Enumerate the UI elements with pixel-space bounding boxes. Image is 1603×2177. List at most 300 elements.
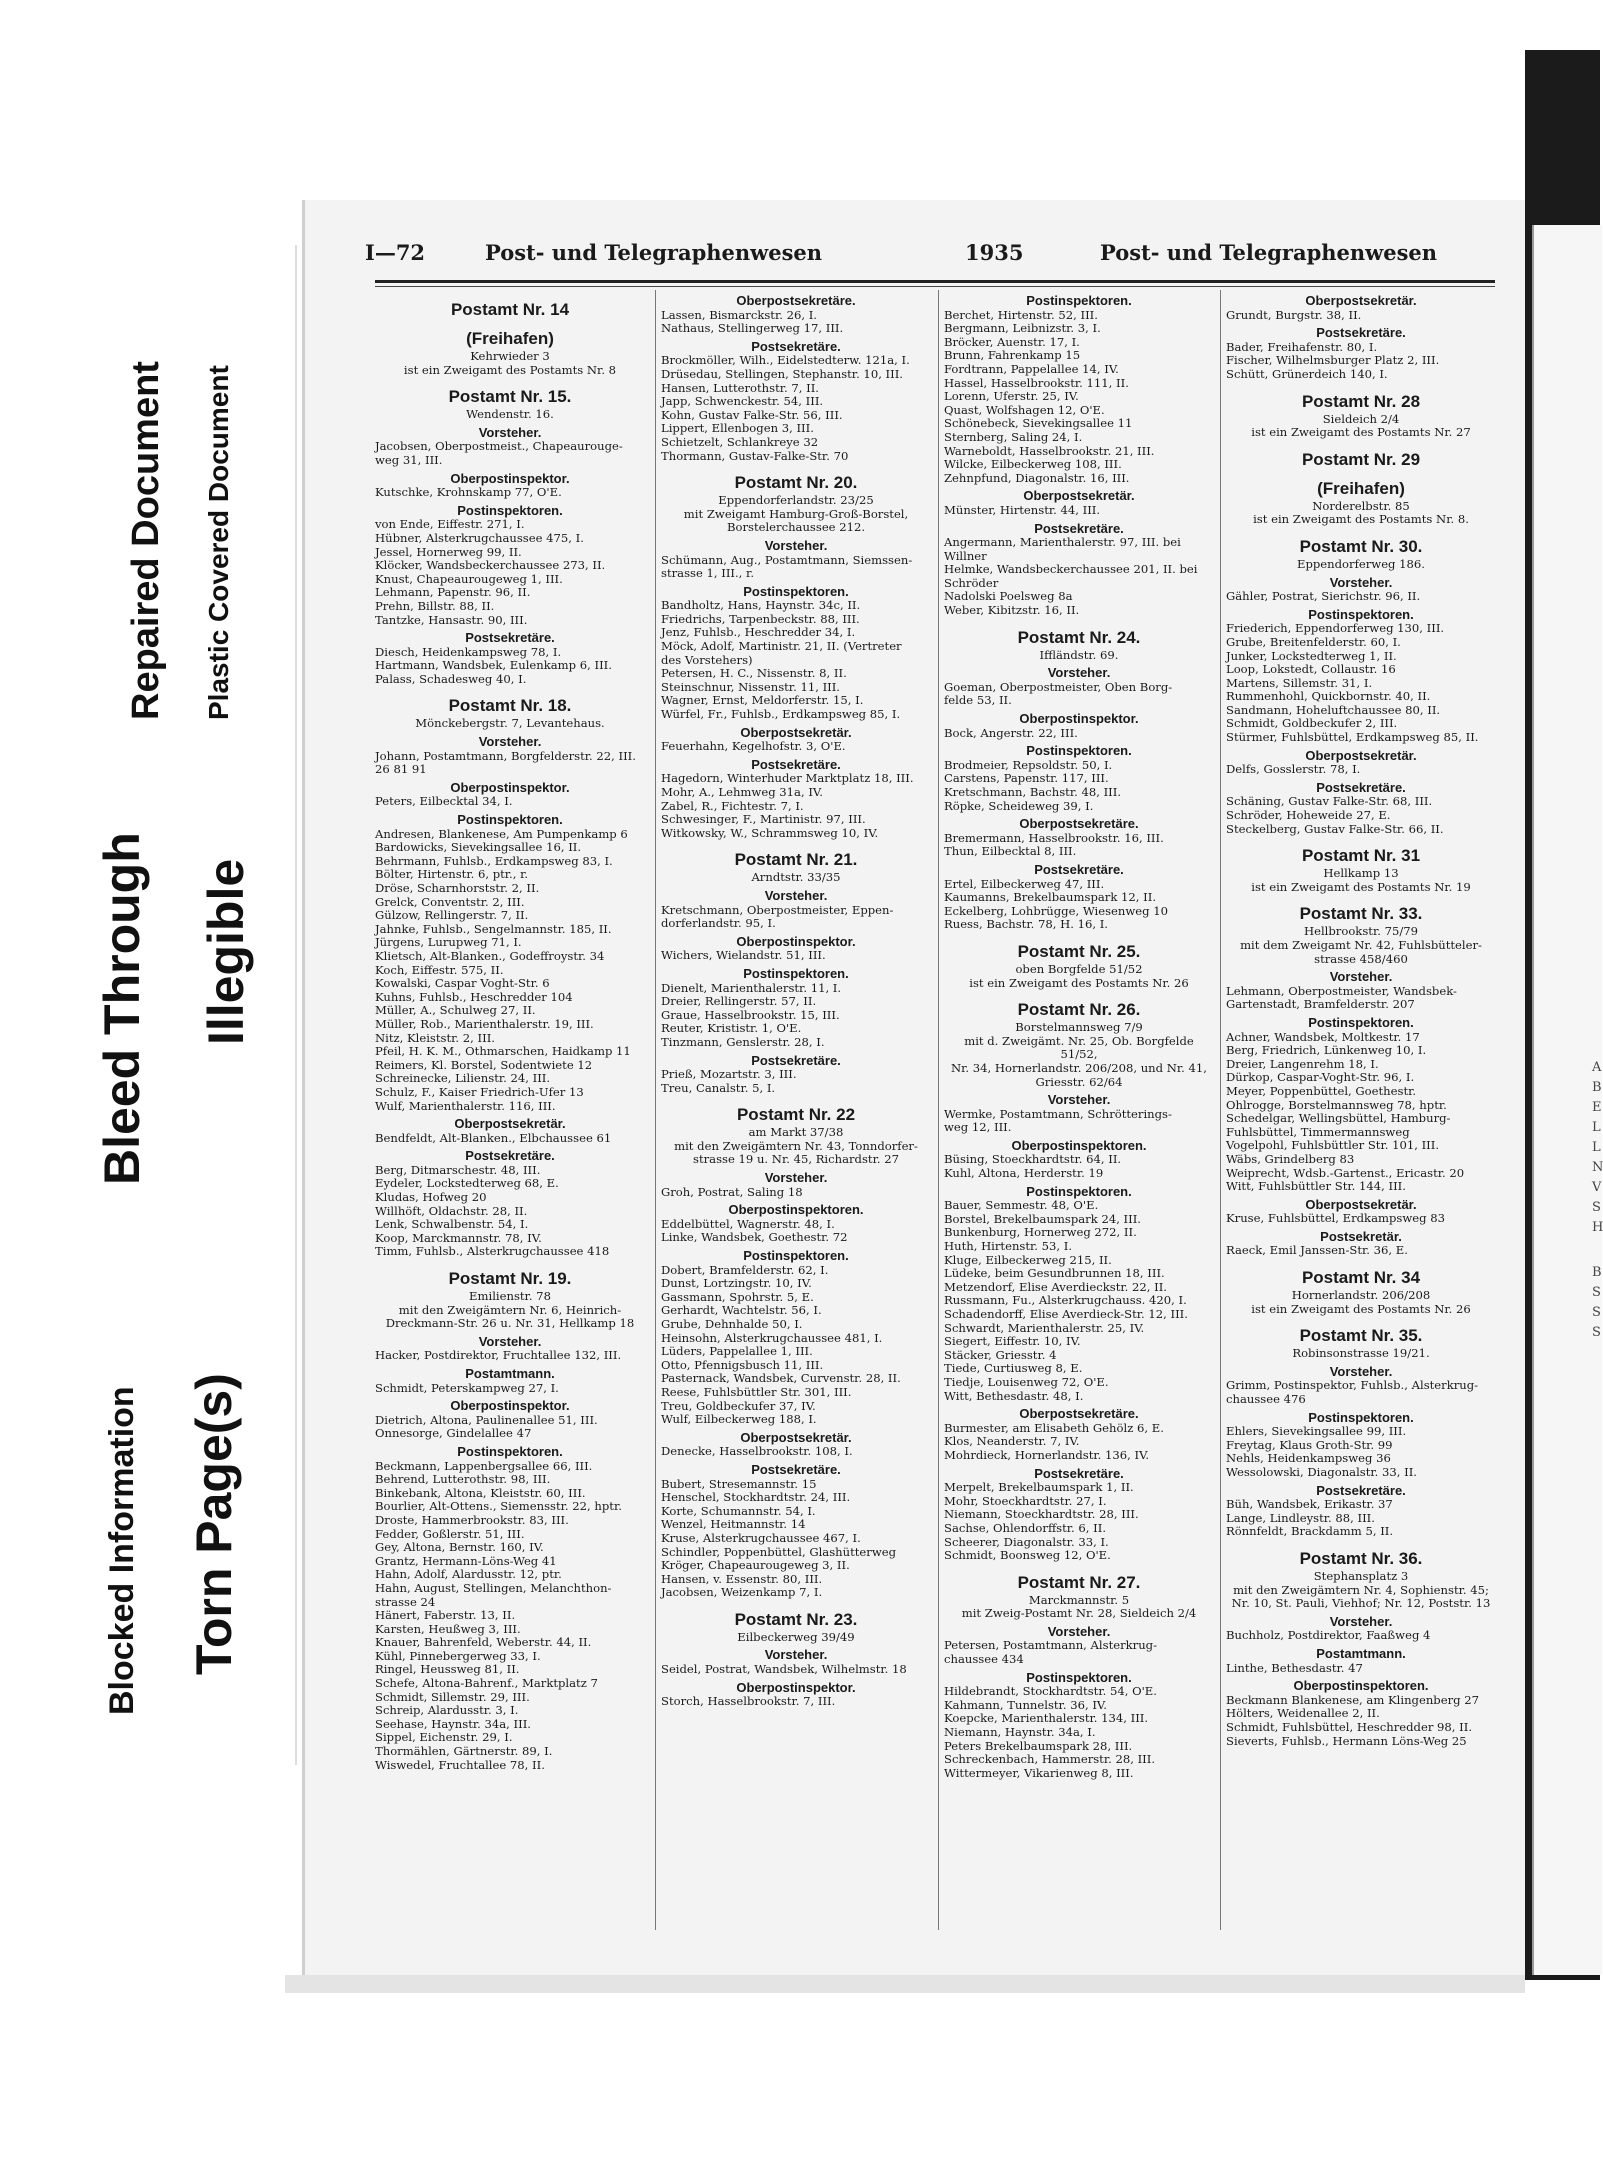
directory-entry: Koop, Marckmannstr. 78, IV. [375,1230,542,1245]
directory-entry: Tinzmann, Genslerstr. 28, I. [661,1034,825,1049]
directory-entry: Kröger, Chapeaurougeweg 3, II. [661,1558,850,1573]
postamt-heading: (Freihafen) [1317,478,1405,498]
directory-entry: Grantz, Hermann-Löns-Weg 41 [375,1553,557,1568]
address-line: Norderelbstr. 85 [1312,498,1410,513]
directory-entry: Weber, Kibitzstr. 16, II. [944,603,1080,618]
directory-entry: Steckelberg, Gustav Falke-Str. 66, II. [1226,821,1444,836]
directory-entry: Helmke, Wandsbeckerchaussee 201, II. bei [944,562,1198,577]
directory-entry: Beckmann Blankenese, am Klingenberg 27 [1226,1692,1479,1707]
directory-entry: Bader, Freihafenstr. 80, I. [1226,339,1378,354]
directory-entry: Jacobsen, Oberpostmeist., Chapeaurouge- [375,439,623,454]
address-line: mit den Zweigämtern Nr. 43, Tonndorfer- [674,1138,918,1153]
directory-entry: Lippert, Ellenbogen 3, III. [661,421,814,436]
postamt-heading: Postamt Nr. 21. [734,850,858,870]
edge-letter: S [1592,1200,1601,1215]
directory-entry: Schröder [944,575,999,590]
directory-entry: Diesch, Heidenkampsweg 78, I. [375,644,562,659]
edge-letter: E [1592,1100,1602,1115]
directory-entry: Gerhardt, Wachtelstr. 56, I. [661,1303,822,1318]
header-year: 1935 [965,240,1024,265]
directory-entry: Gey, Altona, Bernstr. 160, IV. [375,1540,544,1555]
directory-entry: Behrend, Lutterothstr. 98, III. [375,1472,551,1487]
directory-entry: Korte, Schumannstr. 54, I. [661,1503,816,1518]
directory-entry: Lassen, Bismarckstr. 26, I. [661,307,817,322]
address-line: mit Zweigamt Hamburg-Groß-Borstel, [683,506,909,521]
directory-entry: Grimm, Postinspektor, Fuhlsb., Alsterkrug- [1226,1378,1479,1393]
directory-entry: Kretschmann, Oberpostmeister, Eppen- [661,902,894,917]
address-line: Mönckebergstr. 7, Levantehaus. [415,716,605,731]
directory-entry: Wulf, Marienthalerstr. 116, III. [375,1098,556,1113]
directory-entry: Bourlier, Alt-Ottens., Siemensstr. 22, hptr. [375,1499,622,1514]
directory-entry: Dürkop, Caspar-Voght-Str. 96, I. [1226,1070,1415,1085]
address-line: Stephansplatz 3 [1313,1568,1409,1583]
directory-entry: Schwardt, Marienthalerstr. 25, IV. [944,1320,1145,1335]
directory-entry: Lehmann, Oberpostmeister, Wandsbek- [1226,983,1457,998]
directory-entry: Schröder, Hoheweide 27, E. [1226,808,1391,823]
directory-entry: Bock, Angerstr. 22, III. [944,725,1078,740]
address-line: Wendenstr. 16. [466,407,554,422]
address-line: strasse 19 u. Nr. 45, Richardstr. 27 [693,1152,899,1167]
address-line: Iffländstr. 69. [1039,647,1119,662]
directory-entry: Treu, Canalstr. 5, I. [661,1080,776,1095]
directory-entry: Behrmann, Fuhlsb., Erdkampsweg 83, I. [375,853,613,868]
directory-entry: Kluge, Eilbeckerweg 215, II. [944,1252,1112,1267]
directory-entry: Pfeil, H. K. M., Othmarschen, Haidkamp 11 [375,1044,631,1059]
directory-columns [375,290,1500,1950]
directory-entry: Münster, Hirtenstr. 44, III. [944,502,1101,517]
directory-entry: Stäcker, Griesstr. 4 [944,1347,1057,1362]
directory-entry: Grelck, Conventstr. 2, III. [375,894,525,909]
directory-entry: Lorenn, Uferstr. 25, IV. [944,389,1079,404]
directory-entry: Wittermeyer, Vikarienweg 8, III. [944,1765,1134,1780]
directory-entry: Zabel, R., Fichtestr. 7, I. [661,798,804,813]
section-heading: Postsekretäre. [751,1052,841,1068]
directory-entry: Dietrich, Altona, Paulinenallee 51, III. [375,1412,598,1427]
section-heading: Postsekretäre. [751,1461,841,1477]
directory-entry: Dobert, Bramfelderstr. 62, I. [661,1262,829,1277]
directory-entry: Groh, Postrat, Saling 18 [661,1184,803,1199]
directory-entry: Bauer, Semmestr. 48, O'E. [944,1198,1099,1213]
directory-entry: Pasternack, Wandsbek, Curvenstr. 28, II. [661,1371,901,1386]
directory-entry: Timm, Fuhlsb., Alsterkrugchaussee 418 [375,1244,610,1259]
directory-entry: Bröcker, Auenstr. 17, I. [944,334,1080,349]
directory-entry: Seidel, Postrat, Wandsbek, Wilhelmstr. 18 [661,1662,907,1677]
directory-entry: Otto, Pfennigsbusch 11, III. [661,1357,824,1372]
address-line: Borstelmannsweg 7/9 [1015,1020,1143,1035]
directory-entry: Hassel, Hasselbrookstr. 111, II. [944,375,1129,390]
section-heading: Postinspektoren. [743,583,849,599]
directory-entry: Jahnke, Fuhlsb., Sengelmannstr. 185, II. [375,921,612,936]
label-torn-pages: Torn Page(s) [186,1373,242,1675]
directory-entry: Loop, Lokstedt, Collaustr. 16 [1226,662,1396,677]
directory-entry: Dunst, Lortzingstr. 10, IV. [661,1276,812,1291]
page-shadow [285,1975,1525,1993]
directory-entry: Schmidt, Peterskampweg 27, I. [375,1380,559,1395]
postamt-heading: Postamt Nr. 19. [448,1269,572,1289]
column-1 [375,290,645,1930]
postamt-heading: Postamt Nr. 18. [448,696,572,716]
document-page [302,200,1525,1975]
directory-entry: Grube, Dehnhalde 50, I. [661,1317,803,1331]
directory-entry: Andresen, Blankenese, Am Pumpenkamp 6 [375,826,628,841]
directory-entry: Martens, Sillemstr. 31, I. [1226,675,1373,690]
section-heading: Vorsteher. [1047,1092,1111,1108]
directory-entry: Sachse, Ohlendorffstr. 6, II. [944,1520,1107,1535]
directory-entry: Jacobsen, Weizenkamp 7, I. [661,1585,823,1600]
section-heading: Vorsteher. [764,1647,828,1663]
address-line: Hellkamp 13 [1323,866,1399,881]
directory-entry: Burmester, am Elisabeth Gehölz 6, E. [944,1420,1164,1435]
directory-entry: Müller, Rob., Marienthalerstr. 19, III. [375,1016,594,1031]
directory-entry: Kuhns, Fuhlsb., Heschredder 104 [375,989,573,1004]
directory-entry: Linke, Wandsbek, Goethestr. 72 [661,1230,848,1245]
edge-letter: B [1592,1080,1602,1095]
directory-entry: Schmidt, Fuhlsbüttel, Heschredder 98, II. [1226,1719,1473,1734]
directory-entry: weg 31, III. [375,452,443,467]
section-heading: Vorsteher. [1329,574,1393,590]
directory-entry: Sandmann, Hoheluftchaussee 80, II. [1226,702,1441,717]
directory-entry: Beckmann, Lappenbergsallee 66, III. [375,1458,593,1473]
directory-entry: Brockmöller, Wilh., Eidelstedterw. 121a, I. [661,353,910,368]
directory-entry: Quast, Wolfshagen 12, O'E. [944,402,1105,417]
address-line: Borstelerchaussee 212. [726,520,866,535]
directory-entry: Feuerhahn, Kegelhofstr. 3, O'E. [661,739,846,754]
directory-entry: Ruess, Bachstr. 78, H. 16, I. [944,917,1108,932]
directory-entry: Jenz, Fuhlsb., Heschredder 34, I. [661,625,856,640]
directory-entry: Kuhl, Altona, Herderstr. 19 [944,1166,1104,1181]
section-heading: Vorsteher. [764,537,828,553]
address-line: Robinsonstrasse 19/21. [1292,1346,1430,1361]
directory-entry: Hübner, Alsterkrugchaussee 475, I. [375,530,584,545]
postamt-heading: Postamt Nr. 27. [1017,1572,1141,1592]
label-illegible: Illegible [198,858,254,1045]
directory-entry: Wilcke, Eilbeckerweg 108, III. [944,457,1122,472]
directory-entry: Friederich, Eppendorferweg 130, III. [1226,621,1445,636]
directory-entry: Müller, A., Schulweg 27, II. [375,1003,536,1018]
directory-entry: Japp, Schwenckestr. 54, III. [661,394,824,409]
section-heading: Oberpostsekretär. [740,1429,852,1445]
section-heading: Vorsteher. [478,1333,542,1349]
address-line: strasse 458/460 [1314,951,1408,966]
directory-entry: Metzendorf, Elise Averdieckstr. 22, II. [944,1279,1167,1294]
directory-entry: Knust, Chapeaurougeweg 1, III. [375,571,563,586]
directory-entry: Bölter, Hirtenstr. 6, ptr., r. [375,867,529,882]
directory-entry: Klietsch, Alt-Blanken., Godeffroystr. 34 [375,948,605,963]
page-number: I—72 [365,240,426,265]
directory-entry: Lange, Lindleystr. 88, III. [1226,1510,1375,1525]
directory-entry: Linthe, Bethesdastr. 47 [1226,1660,1363,1675]
directory-entry: Nehls, Heidenkampsweg 36 [1226,1451,1391,1466]
directory-entry: Hahn, Adolf, Alardusstr. 12, ptr. [375,1567,562,1582]
postamt-heading: Postamt Nr. 14 [450,300,570,319]
directory-entry: Warneboldt, Hasselbrookstr. 21, III. [944,443,1155,458]
directory-entry: Buchholz, Postdirektor, Faaßweg 4 [1226,1628,1431,1643]
section-heading: Oberpostinspektor. [450,779,570,795]
section-heading: Postinspektoren. [1026,1669,1132,1685]
directory-entry: Berg, Friedrich, Lünkenweg 10, I. [1226,1043,1427,1058]
directory-entry: Junker, Lockstedterweg 1, II. [1226,648,1397,663]
directory-entry: Sieverts, Fuhlsb., Hermann Löns-Weg 25 [1226,1733,1467,1748]
directory-entry: Grube, Breitenfelderstr. 60, I. [1226,634,1401,649]
section-heading: Oberpostsekretär. [1305,293,1417,308]
section-heading: Postinspektoren. [1026,293,1132,308]
section-heading: Oberpostinspektor. [736,1679,856,1695]
section-heading: Oberpostinspektor. [450,1398,570,1414]
address-line: Nr. 10, St. Pauli, Viehhof; Nr. 12, Poststr. 13 [1231,1596,1491,1611]
section-heading: Postinspektoren. [1026,1183,1132,1199]
edge-letter: L [1592,1140,1601,1155]
directory-entry: Jürgens, Lurupweg 71, I. [375,935,522,950]
directory-entry: Nadolski Poelsweg 8a [944,589,1073,604]
edge-letter: L [1592,1120,1601,1135]
directory-entry: Hartmann, Wandsbek, Eulenkamp 6, III. [375,658,612,673]
section-heading: Oberpostinspektoren. [1293,1678,1429,1694]
section-heading: Postsekretäre. [1316,779,1406,795]
directory-entry: Schreip, Alardusstr. 3, I. [375,1703,519,1718]
directory-entry: Kretschmann, Bachstr. 48, III. [944,785,1122,799]
directory-entry: Wenzel, Heitmannstr. 14 [661,1517,806,1532]
directory-entry: Kutschke, Krohnskamp 77, O'E. [375,485,562,500]
directory-entry: Carstens, Papenstr. 117, III. [944,771,1109,786]
directory-entry: Koepcke, Marienthalerstr. 134, III. [944,1711,1149,1726]
directory-entry: Wessolowski, Diagonalstr. 33, II. [1226,1465,1417,1479]
directory-entry: Palass, Schadesweg 40, I. [375,671,527,686]
directory-entry: Karsten, Heußweg 3, III. [375,1621,521,1636]
directory-entry: Binkebank, Altona, Kleiststr. 60, III. [375,1485,586,1500]
directory-entry: Thun, Eilbecktal 8, III. [944,844,1077,859]
directory-entry: Henschel, Stockhardtstr. 24, III. [661,1490,851,1505]
directory-entry: Dreier, Langenrehm 18, I. [1226,1056,1379,1071]
directory-entry: Schefe, Altona-Bahrenf., Marktplatz 7 [375,1676,598,1691]
directory-entry: Wäbs, Grindelberg 83 [1226,1151,1355,1166]
directory-entry: Wichers, Wielandstr. 51, III. [661,948,826,963]
postamt-heading: Postamt Nr. 30. [1299,536,1423,556]
section-heading: Vorsteher. [1329,1613,1393,1629]
directory-entry: Witt, Bethesdastr. 48, I. [944,1388,1084,1403]
directory-entry: Reimers, Kl. Borstel, Sodentwiete 12 [375,1057,593,1072]
column-4 [1226,290,1496,1930]
section-heading: Postinspektoren. [1026,743,1132,759]
header-left-title: Post- und Telegraphenwesen [485,240,823,265]
directory-entry: Willhöft, Oldachstr. 28, II. [375,1203,528,1218]
directory-entry: Scheerer, Diagonalstr. 33, I. [944,1534,1109,1549]
section-heading: Vorsteher. [1047,1623,1111,1639]
column-divider [938,290,939,1930]
directory-entry: weg 12, III. [944,1120,1012,1135]
directory-entry: Graue, Hasselbrookstr. 15, III. [661,1007,840,1022]
condition-label-card [85,245,295,1765]
directory-entry: Bandholtz, Hans, Haynstr. 34c, II. [661,598,861,613]
section-heading: Postsekretäre. [751,756,841,772]
next-page-edge [1532,225,1602,1975]
directory-entry: Reuter, Krististr. 1, O'E. [661,1021,802,1036]
directory-entry: Eydeler, Lockstedterweg 68, E. [375,1176,559,1191]
address-line: Nr. 34, Hornerlandstr. 206/208, und Nr. 41, [951,1060,1207,1075]
postamt-heading: Postamt Nr. 22 [736,1105,856,1125]
directory-entry: Witt, Fuhlsbüttler Str. 144, III. [1226,1179,1406,1194]
directory-entry: Seehase, Haynstr. 34a, III. [375,1716,531,1731]
directory-entry: Lehmann, Papenstr. 96, II. [375,585,531,600]
directory-entry: felde 53, II. [944,693,1012,708]
address-line: Dreckmann-Str. 26 u. Nr. 31, Hellkamp 18 [385,1316,635,1331]
postamt-heading: Postamt Nr. 34 [1301,1268,1421,1288]
directory-entry: Kaumanns, Brekelbaumspark 12, II. [944,890,1157,905]
directory-entry: Klos, Neanderstr. 7, IV. [944,1434,1080,1449]
directory-entry: Niemann, Haynstr. 34a, I. [944,1725,1096,1740]
directory-entry: Fordtrann, Pappelallee 14, IV. [944,361,1119,376]
address-line: oben Borgfelde 51/52 [1015,961,1143,976]
section-heading: Oberpostinspektor. [736,933,856,949]
section-heading: Postsekretäre. [465,1148,555,1164]
postamt-heading: Postamt Nr. 26. [1017,1000,1141,1020]
section-heading: Postinspektoren. [457,502,563,518]
directory-entry: Drüsedau, Stellingen, Stephanstr. 10, III. [661,366,903,381]
section-heading: Oberpostsekretär. [1305,1196,1417,1212]
directory-entry: Knauer, Bahrenfeld, Weberstr. 44, II. [375,1635,592,1650]
directory-entry: Hacker, Postdirektor, Fruchtallee 132, III. [375,1348,622,1363]
label-bleed-through: Bleed Through [94,832,150,1185]
directory-entry: Schedelgar, Wellingsbüttel, Hamburg- [1226,1111,1451,1126]
address-line: Eppendorferweg 186. [1297,556,1425,571]
directory-entry: Brodmeier, Repsoldstr. 50, I. [944,757,1113,772]
directory-entry: Hahn, August, Stellingen, Melanchthon- [375,1580,612,1595]
directory-entry: Steinschnur, Nissenstr. 11, III. [661,679,840,694]
directory-entry: Prehn, Billstr. 88, II. [375,598,495,613]
directory-entry: Freytag, Klaus Groth-Str. 99 [1226,1437,1393,1452]
directory-entry: Petersen, Postamtmann, Alsterkrug- [944,1638,1158,1653]
directory-entry: Bendfeldt, Alt-Blanken., Elbchaussee 61 [375,1130,612,1145]
directory-entry: Peters Brekelbaumspark 28, III. [944,1738,1133,1753]
directory-entry: Eckelberg, Lohbrügge, Wiesenweg 10 [944,903,1169,918]
directory-entry: Fischer, Wilhelmsburger Platz 2, III. [1226,353,1440,368]
directory-entry: Berchet, Hirtenstr. 52, III. [944,307,1098,322]
directory-entry: Gülzow, Rellingerstr. 7, II. [375,908,529,923]
directory-entry: Heinsohn, Alsterkrugchaussee 481, I. [661,1330,883,1345]
directory-entry: Kruse, Alsterkrugchaussee 467, I. [661,1530,861,1545]
section-heading: Oberpostinspektor. [450,470,570,486]
address-line: Eilbeckerweg 39/49 [737,1629,855,1644]
section-heading: Vorsteher. [764,887,828,903]
label-blocked-information: Blocked Information [103,1386,141,1715]
directory-entry: Willner [944,548,987,563]
directory-entry: dorferlandstr. 95, I. [661,916,776,931]
directory-entry: Delfs, Gosslerstr. 78, I. [1226,762,1361,777]
postamt-heading: Postamt Nr. 33. [1299,904,1423,924]
section-heading: Postinspektoren. [1308,606,1414,622]
directory-entry: Schmidt, Sillemstr. 29, III. [375,1689,530,1704]
directory-entry: Kohn, Gustav Falke-Str. 56, III. [661,407,843,422]
section-heading: Postsekretäre. [1316,325,1406,341]
section-heading: Postsekretäre. [1034,520,1124,536]
directory-entry: Fedder, Goßlerstr. 51, III. [375,1526,525,1541]
directory-entry: Storch, Hasselbrookstr. 7, III. [661,1694,836,1709]
directory-entry: Wermke, Postamtmann, Schrötterings- [944,1106,1172,1121]
postamt-heading: Postamt Nr. 35. [1299,1326,1423,1346]
directory-entry: Droste, Hammerbrookstr. 83, III. [375,1512,569,1527]
section-heading: Postsekretäre. [465,630,555,646]
edge-letter: H [1592,1220,1603,1235]
directory-entry: Klöcker, Wandsbeckerchaussee 273, II. [375,558,606,573]
directory-entry: Schreckenbach, Hammerstr. 28, III. [944,1752,1156,1767]
directory-entry: Tantzke, Hansastr. 90, III. [375,612,528,627]
directory-entry: Hagedorn, Winterhuder Marktplatz 18, III. [661,771,914,786]
section-heading: Postinspektoren. [457,812,563,828]
column-divider [1220,290,1221,1930]
section-heading: Oberpostsekretäre. [736,293,856,308]
address-line: mit Zweig-Postamt Nr. 28, Sieldeich 2/4 [961,1606,1197,1621]
section-heading: Postinspektoren. [457,1443,563,1459]
section-heading: Oberpostinspektor. [1019,711,1139,727]
header-rule [375,280,1495,283]
directory-entry: Peters, Eilbecktal 34, I. [375,794,513,809]
directory-entry: Lenk, Schwalbenstr. 54, I. [375,1217,529,1232]
directory-entry: Schietzelt, Schlankreye 32 [661,434,819,449]
directory-entry: Nathaus, Stellingerweg 17, III. [661,321,844,336]
directory-entry: Meyer, Poppenbüttel, Goethestr. [1226,1083,1417,1098]
directory-entry: Niemann, Stoeckhardtstr. 28, III. [944,1507,1139,1522]
section-heading: Vorsteher. [478,734,542,750]
section-heading: Oberpostsekretär. [740,724,852,740]
address-line: Hellbrookstr. 75/79 [1304,924,1418,939]
directory-entry: Johann, Postamtmann, Borgfelderstr. 22, III. [375,748,636,763]
directory-entry: Kowalski, Caspar Voght-Str. 6 [375,976,550,991]
postamt-heading: Postamt Nr. 28 [1301,391,1421,411]
address-line: mit dem Zweigamt Nr. 42, Fuhlsbütteler- [1240,938,1482,952]
directory-entry: Angermann, Marienthalerstr. 97, III. bei [944,535,1181,550]
directory-entry: Berg, Ditmarschestr. 48, III. [375,1162,541,1177]
section-heading: Postsekretär. [1320,1228,1402,1244]
address-line: Arndtstr. 33/35 [751,870,841,885]
postamt-heading: Postamt Nr. 31 [1301,846,1421,866]
section-heading: Postsekretäre. [1316,1482,1406,1498]
directory-entry: Thormählen, Gärtnerstr. 89, I. [375,1744,553,1759]
section-heading: Postamtmann. [1316,1645,1406,1661]
column-divider [655,290,656,1930]
directory-entry: Hansen, Lutterothstr. 7, II. [661,380,819,395]
edge-letter: S [1592,1325,1601,1340]
directory-entry: Kruse, Fuhlsbüttel, Erdkampsweg 83 [1226,1211,1446,1226]
directory-entry: Schönebeck, Sievekingsallee 11 [944,416,1133,431]
directory-entry: Weiprecht, Wdsb.-Gartenst., Ericastr. 20 [1226,1165,1465,1180]
directory-entry: Röpke, Scheideweg 39, I. [944,798,1094,813]
directory-entry: Hildebrandt, Stockhardtstr. 54, O'E. [944,1684,1157,1699]
directory-entry: Schäning, Gustav Falke-Str. 68, III. [1226,794,1433,809]
page-header [355,240,1505,274]
directory-entry: Ehlers, Sievekingsallee 99, III. [1226,1424,1407,1439]
directory-entry: Grundt, Burgstr. 38, II. [1226,307,1362,322]
directory-entry: Bardowicks, Sievekingsallee 16, II. [375,840,582,855]
section-heading: Oberpostinspektoren. [1011,1137,1147,1153]
directory-entry: Hänert, Faberstr. 13, II. [375,1608,516,1623]
directory-entry: chaussee 434 [944,1652,1024,1667]
edge-letter: A [1592,1060,1602,1075]
directory-entry: Huth, Hirtenstr. 53, I. [944,1239,1073,1254]
section-heading: Postamtmann. [465,1366,555,1381]
edge-letter: N [1592,1160,1603,1175]
directory-entry: Ringel, Heussweg 81, II. [375,1662,520,1677]
directory-entry: Thormann, Gustav-Falke-Str. 70 [661,448,849,463]
column-3 [944,290,1214,1930]
directory-entry: Hansen, v. Essenstr. 80, III. [661,1571,823,1586]
section-heading: Postsekretäre. [1034,1465,1124,1481]
directory-entry: Mohr, A., Lehmweg 31a, IV. [661,785,823,799]
postamt-heading: Postamt Nr. 24. [1017,627,1141,647]
edge-letter: S [1592,1285,1601,1300]
directory-entry: Vogelpohl, Fuhlsbüttler Str. 101, III. [1226,1138,1440,1153]
directory-entry: Nitz, Kleiststr. 2, III. [375,1030,495,1045]
directory-entry: Bremermann, Hasselbrookstr. 16, III. [944,830,1164,845]
directory-entry: Mohr, Stoeckhardtstr. 27, I. [944,1493,1107,1508]
